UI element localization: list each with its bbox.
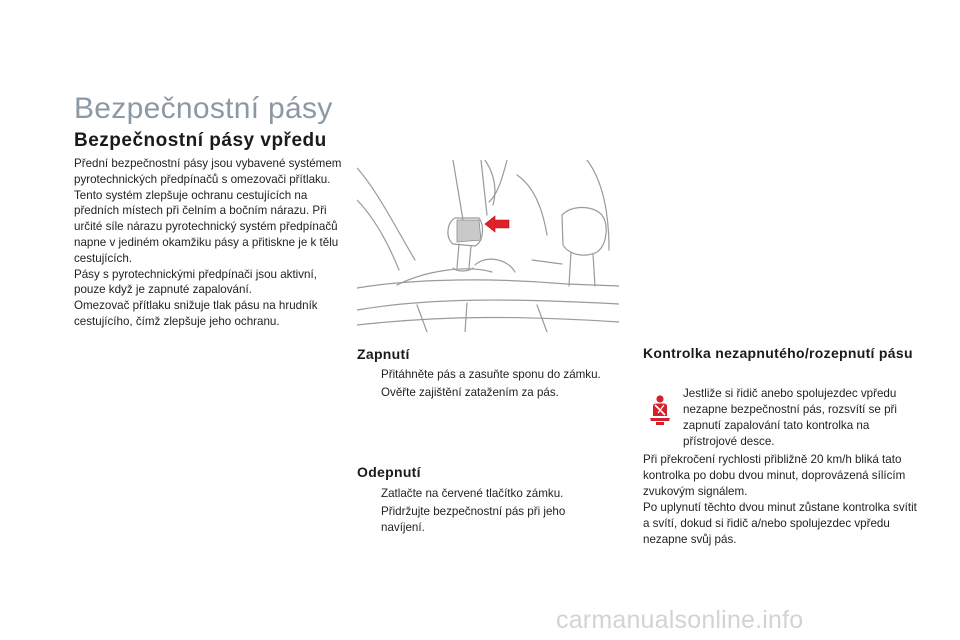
list-item — [357, 385, 627, 401]
intro-text — [74, 156, 344, 330]
seatbelt-warning-icon — [647, 394, 673, 426]
speed-paragraph-1: Při překročení rychlosti přibližně 20 km/h bliká tato kontrolka po dobu dvou minut, doprovázená sílícím zvukovým signálem. — [643, 453, 906, 498]
list-item-text: Přitáhněte pás a zasuňte sponu do zámku. — [381, 368, 601, 381]
speed-paragraph-2: Po uplynutí těchto dvou minut zůstane kontrolka svítit a svítí, dokud si řidič a/nebo spolujezdec vpředu nezapne svůj pás. — [643, 501, 917, 546]
intro-paragraph-4: Omezovač přítlaku snižuje tlak pásu na hrudník cestujícího, čímž zlepšuje jeho ochranu. — [74, 299, 318, 328]
odepnuti-heading: Odepnutí — [357, 464, 421, 480]
watermark: carmanualsonline.info — [556, 606, 804, 634]
intro-paragraph-3: Pásy s pyrotechnickými předpínači jsou aktivní, pouze když je zapnuté zapalování. — [74, 267, 317, 297]
zapnuti-list — [357, 367, 627, 403]
warning-text: Jestliže si řidič anebo spolujezdec vpředu nezapne bezpečnostní pás, rozsvítí se při zapnutí zapalování tato kontrolka na přístrojové desce. — [683, 387, 897, 448]
list-item — [357, 486, 597, 502]
zapnuti-heading: Zapnutí — [357, 346, 410, 362]
intro-paragraph-2: Tento systém zlepšuje ochranu cestujících na předních místech při čelním a bočním nárazu. Při určité síle nárazu pyrotechnický systém předpínačů napne v jediném okamžiku pásy a přitiskne je k tělu cestujících. — [74, 188, 339, 265]
speed-text — [643, 452, 923, 548]
main-title: Bezpečnostní pásy — [74, 92, 333, 125]
red-arrow-icon — [485, 216, 509, 232]
list-item — [357, 367, 627, 383]
kontrolka-heading: Kontrolka nezapnutého/rozepnutí pásu — [643, 345, 913, 361]
intro-paragraph-1: Přední bezpečnostní pásy jsou vybavené systémem pyrotechnických předpínačů s omezovači přítlaku. — [74, 157, 342, 186]
list-item-text: Zatlačte na červené tlačítko zámku. — [381, 487, 564, 500]
odepnuti-list — [357, 486, 597, 538]
section-title: Bezpečnostní pásy vpředu — [74, 130, 327, 151]
list-item-text: Přidržujte bezpečnostní pás při jeho navíjení. — [381, 505, 566, 534]
list-item-text: Ověřte zajištění zatažením za pás. — [381, 386, 559, 399]
seatbelt-buckle-illustration — [357, 160, 619, 332]
list-item — [357, 504, 597, 536]
